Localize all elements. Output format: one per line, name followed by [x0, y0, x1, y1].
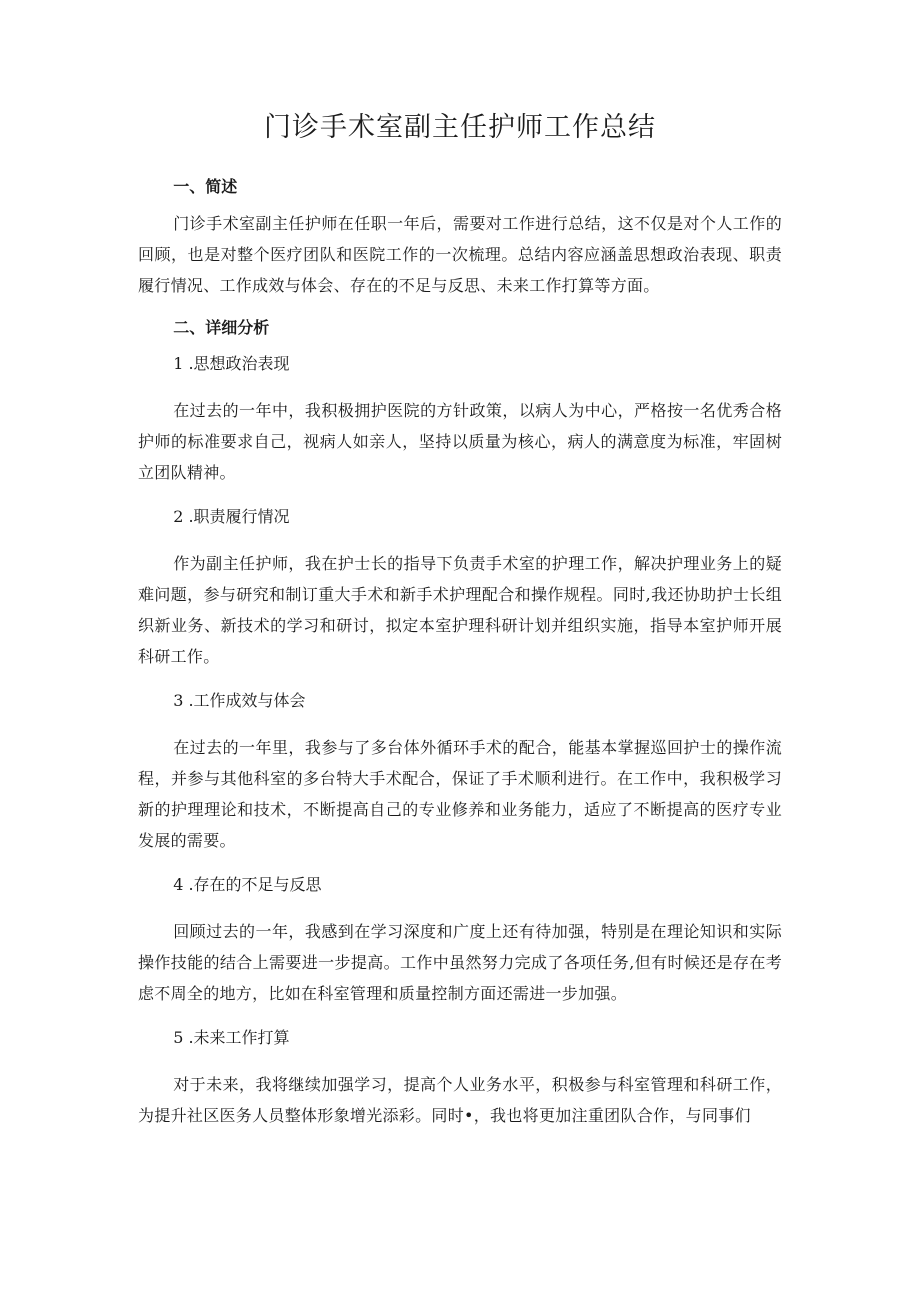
subheading-duties: 2 .职责履行情况 [173, 507, 290, 526]
paragraph-shortcomings: 回顾过去的一年，我感到在学习深度和广度上还有待加强，特别是在理论知识和实际操作技能的结合上需要进一步提高。工作中虽然努力完成了各项任务,但有时候还是存在考虑不周全的地方，比如在科室管理和质量控制方面还需进一步加强。 [138, 922, 782, 1003]
subheading-shortcomings: 4 .存在的不足与反思 [173, 875, 322, 894]
section-heading-analysis: 二、详细分析 [173, 318, 270, 337]
paragraph-future: 对于未来，我将继续加强学习，提高个人业务水平，积极参与科室管理和科研工作，为提升社区医务人员整体形象增光添彩。同时•，我也将更加注重团队合作，与同事们 [138, 1075, 782, 1125]
subheading-future: 5 .未来工作打算 [173, 1028, 290, 1047]
paragraph-duties: 作为副主任护师，我在护士长的指导下负责手术室的护理工作，解决护理业务上的疑难问题，参与研究和制订重大手术和新手术护理配合和操作规程。同时,我还协助护士长组织新业务、新技术的学习和研讨，拟定本室护理科研计划并组织实施，指导本室护师开展科研工作。 [138, 554, 782, 666]
paragraph-results: 在过去的一年里，我参与了多台体外循环手术的配合，能基本掌握巡回护士的操作流程，并参与其他科室的多台特大手术配合，保证了手术顺利进行。在工作中，我积极学习新的护理理论和技术，不断提高自己的专业修养和业务能力，适应了不断提高的医疗专业发展的需要。 [138, 738, 782, 850]
subheading-results: 3 .工作成效与体会 [173, 691, 306, 710]
overview-paragraph: 门诊手术室副主任护师在任职一年后，需要对工作进行总结，这不仅是对个人工作的回顾，也是对整个医疗团队和医院工作的一次梳理。总结内容应涵盖思想政治表现、职责履行情况、工作成效与体会、存在的不足与反思、未来工作打算等方面。 [138, 214, 782, 295]
paragraph-political: 在过去的一年中，我积极拥护医院的方针政策，以病人为中心，严格按一名优秀合格护师的标准要求自己，视病人如亲人，坚持以质量为核心，病人的满意度为标准，牢固树立团队精神。 [138, 401, 782, 482]
section-heading-overview: 一、简述 [173, 177, 238, 196]
subheading-political: 1 .思想政治表现 [173, 354, 290, 373]
document-title: 门诊手术室副主任护师工作总结 [264, 112, 656, 143]
